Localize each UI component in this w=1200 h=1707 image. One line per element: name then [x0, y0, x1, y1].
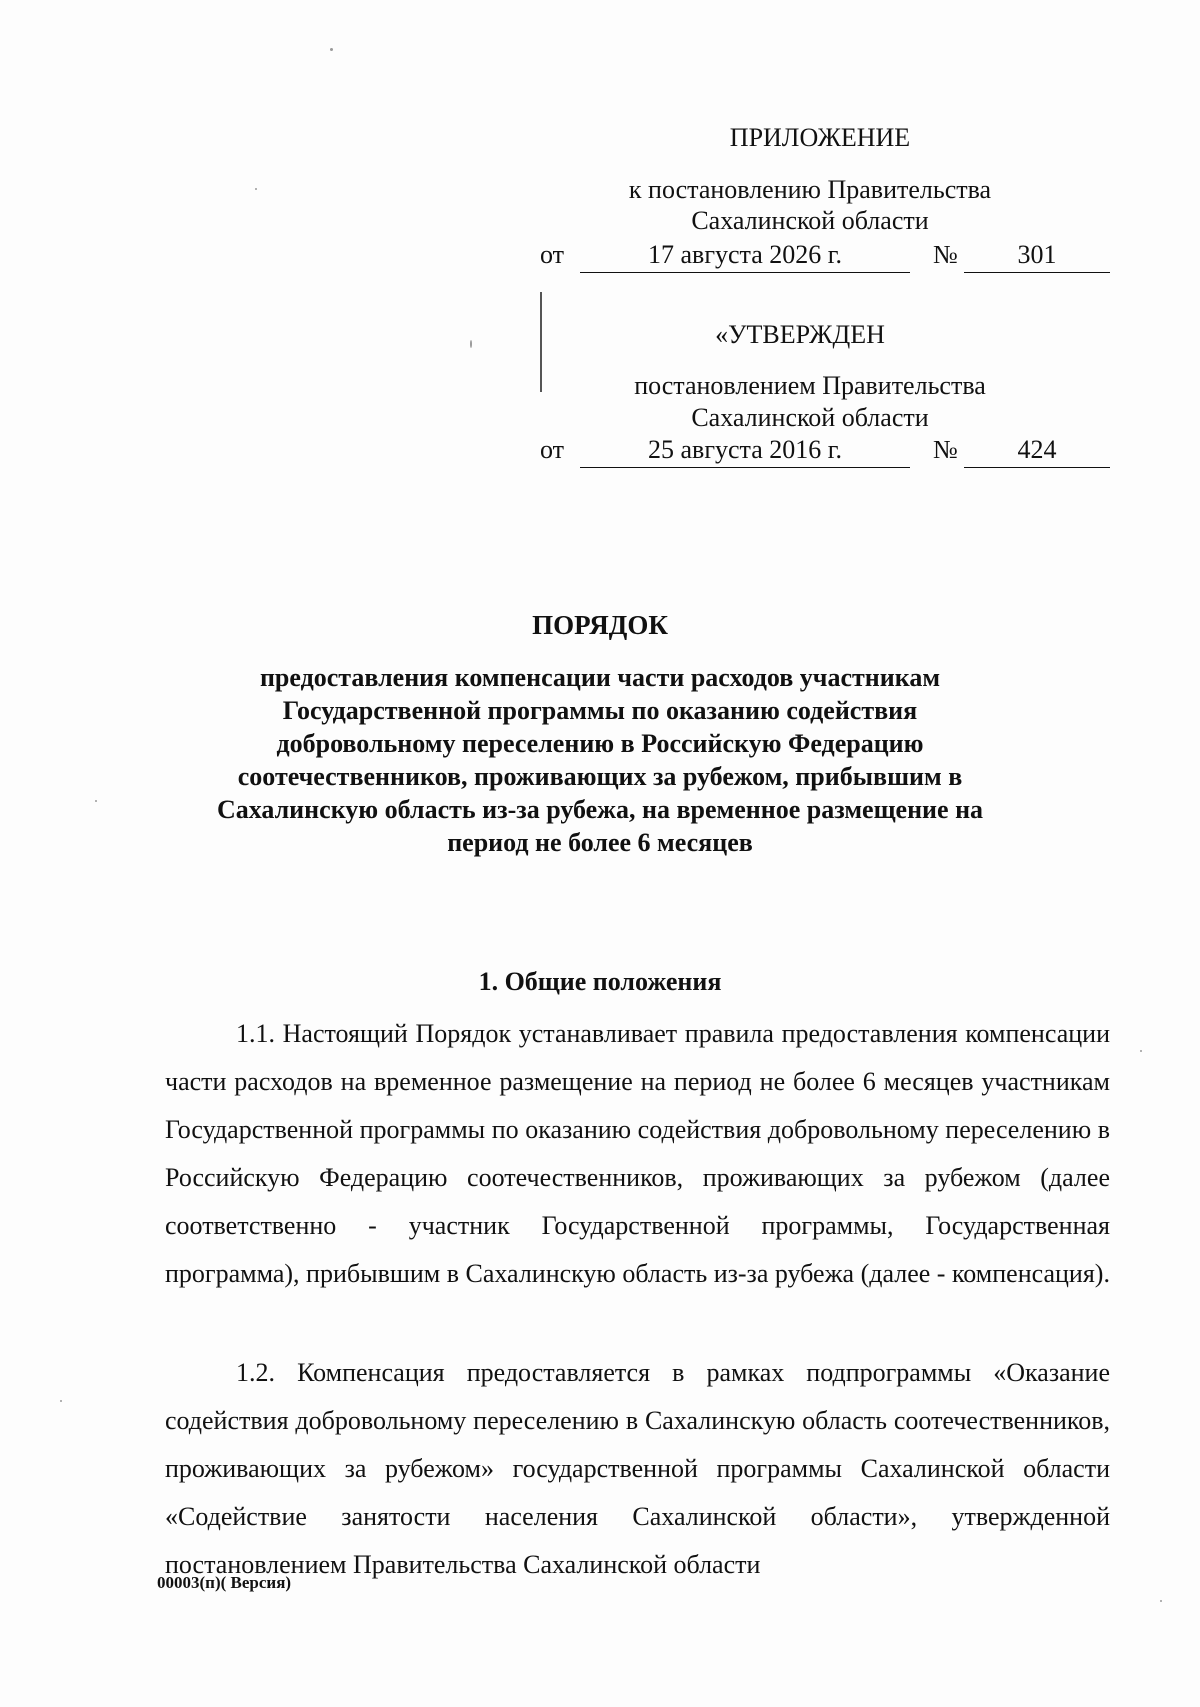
- scan-speck: [470, 340, 472, 348]
- approved-title: «УТВЕРЖДЕН: [715, 320, 885, 349]
- appendix-line-2: Сахалинской области: [691, 206, 929, 235]
- document-title: ПОРЯДОК: [532, 610, 668, 640]
- approved-date: 25 августа 2016 г.: [580, 435, 910, 468]
- approved-date-row: [540, 435, 1110, 469]
- scan-speck: [1140, 1050, 1142, 1052]
- scan-speck: [330, 48, 333, 51]
- appendix-date: 17 августа 2026 г.: [580, 240, 910, 273]
- paragraph-1-1: 1.1. Настоящий Порядок устанавливает правила предоставления компенсации части расходов на временное размещение на период не более 6 месяцев участникам Государственной программы по оказанию содействия добровольному переселению в Российскую Федерацию соотечественников, проживающих за рубежом (далее соответственно - участник Государственной программы, Государственная программа), прибывшим в Сахалинскую область из-за рубежа (далее - компенсация).: [165, 1019, 1110, 1288]
- appendix-from-label: от: [540, 240, 565, 269]
- margin-bar: [540, 292, 542, 392]
- scan-speck: [1160, 1600, 1162, 1602]
- appendix-line-1: к постановлению Правительства: [628, 175, 992, 204]
- appendix-title: ПРИЛОЖЕНИЕ: [729, 123, 911, 152]
- approved-line-1: постановлением Правительства: [634, 371, 986, 400]
- approved-line-2: Сахалинской области: [691, 403, 929, 432]
- approved-number: 424: [964, 435, 1110, 468]
- approved-from-label: от: [540, 435, 565, 464]
- scan-speck: [60, 1400, 62, 1402]
- approved-number-sign: №: [933, 435, 958, 464]
- scan-speck: [255, 188, 257, 190]
- appendix-number: 301: [964, 240, 1110, 273]
- section-heading: 1. Общие положения: [478, 967, 722, 996]
- appendix-date-row: [540, 240, 1110, 274]
- appendix-number-sign: №: [933, 240, 958, 269]
- document-subtitle: предоставления компенсации части расходов участникам Государственной программы по оказанию содействия добровольному переселению в Российскую Федерацию соотечественников, проживающих за рубежом, прибывшим в Сахалинскую область из-за рубежа, на временное размещение на период не более 6 месяцев: [216, 663, 984, 857]
- footer-code: 00003(п)( Версия): [157, 1573, 292, 1592]
- paragraph-1-2: 1.2. Компенсация предоставляется в рамках подпрограммы «Оказание содействия добровольному переселению в Сахалинскую область соотечественников, проживающих за рубежом» государственной программы Сахалинской области «Содействие занятости населения Сахалинской области», утвержденной постановлением Правительства Сахалинской области: [165, 1358, 1110, 1579]
- scan-speck: [95, 800, 97, 802]
